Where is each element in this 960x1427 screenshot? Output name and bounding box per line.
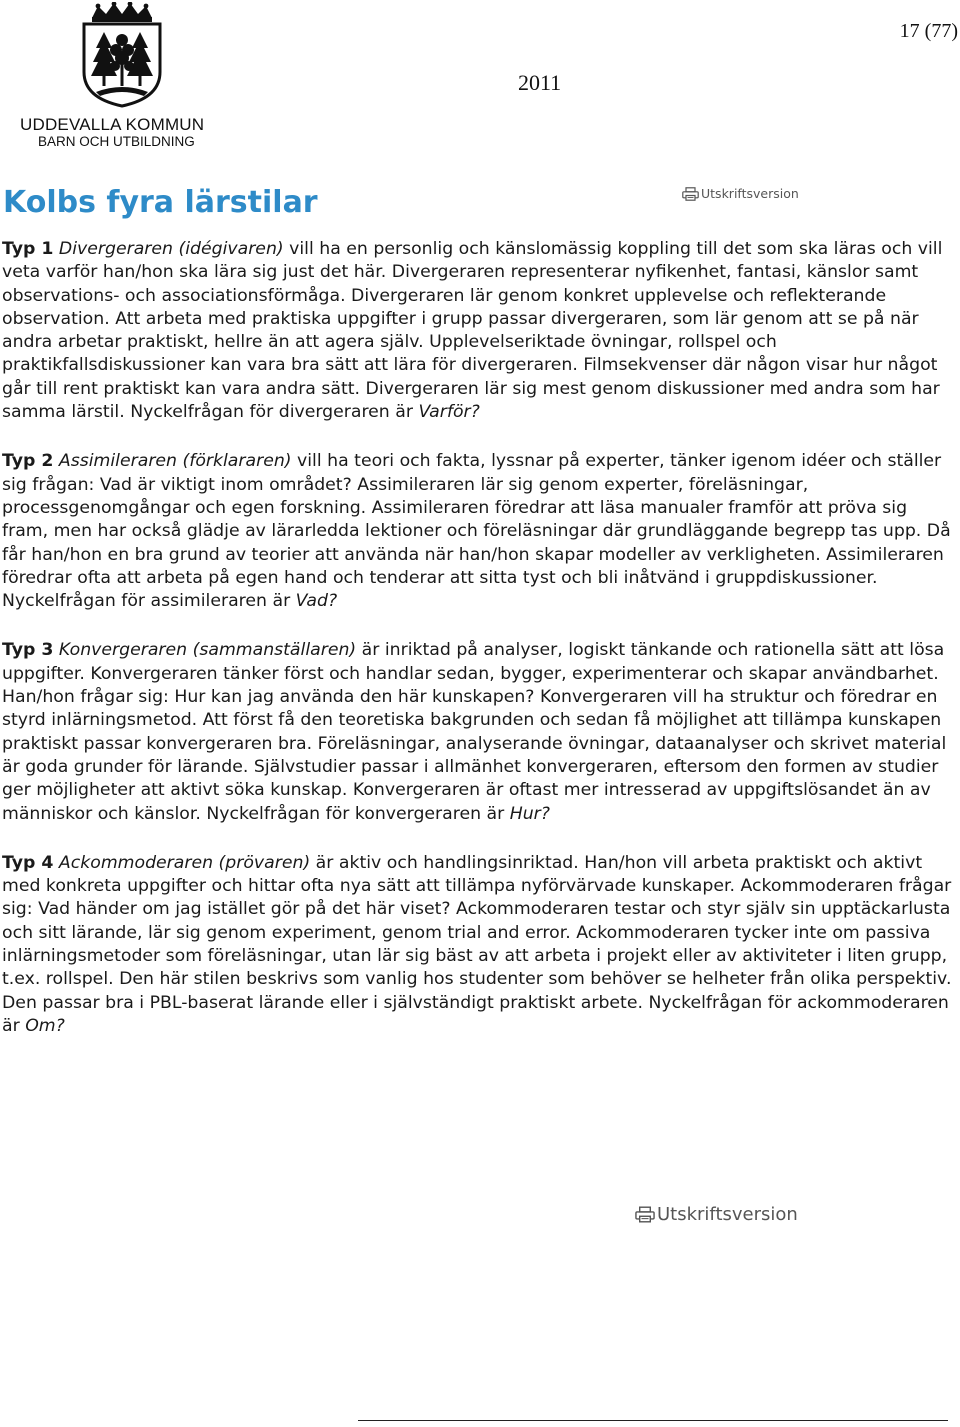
role-name: Assimileraren (förklararen) xyxy=(58,451,292,472)
type-label: Typ 3 xyxy=(2,640,54,661)
printer-icon xyxy=(635,1206,655,1223)
organization-name: UDDEVALLA KOMMUN xyxy=(20,115,205,134)
role-name: Ackommoderaren (prövaren) xyxy=(58,852,311,873)
learning-style-paragraph xyxy=(2,639,952,825)
key-question: Varför? xyxy=(418,402,480,423)
print-link-label: Utskriftsversion xyxy=(701,186,799,201)
paragraph-text: vill ha en personlig och känslomässig koppling till det som ska läras och vill veta varför han/hon ska lära sig just det här. Divergeraren representerar nyfikenhet, fantasi, känslor samt observations- och associationsförmåga. Divergeraren lär genom konkret upplevelse och reflekterande observation. Att arbeta med praktiska uppgifter i grupp passar divergeraren, som lär genom att se på när andra arbetar praktiskt, hellre än att agera själv. Upplevelseriktade övningar, rollspel och praktikfallsdiskussioner kan vara bra sätt att lära för divergeraren. Filmsekvenser där någon visar hur något går till rent praktiskt kan vara andra sätt. Divergeraren lär sig mest genom diskussioner med andra som har samma lärstil. Nyckelfrågan för divergeraren är xyxy=(2,239,943,423)
printer-icon xyxy=(682,187,699,201)
paragraph-text: är aktiv och handlingsinriktad. Han/hon vill arbeta praktiskt och aktivt med konkreta uppgifter och hittar ofta nya sätt att tillämpa nyförvärvade kunskaper. Ackommoderaren frågar sig: Vad händer om jag istället gör på det här viset? Ackommoderaren testar och styr själv sin upptäckarlusta och sitt lärande, lär sig genom experiment, genom trial and error. Ackommoderaren tycker inte om passiva inlärningsmetoder som föreläsningar, utan lär sig bäst av att arbeta i projekt eller av aktiviteter i liten grupp, t.ex. rollspel. Den här stilen beskrivs som vanlig hos studenter som behöver se helheter från olika perspektiv. Den passar bra i PBL-baserat lärande eller i självständigt praktiskt arbete. Nyckelfrågan för ackommoderaren är xyxy=(2,852,952,1036)
role-name: Konvergeraren (sammanställaren) xyxy=(58,640,357,661)
key-question: Hur? xyxy=(509,803,550,824)
page-title: Kolbs fyra lärstilar xyxy=(3,185,318,220)
key-question: Om? xyxy=(25,1015,65,1036)
paragraph-text: vill ha teori och fakta, lyssnar på experter, tänker igenom idéer och ställer sig frågan: Vad är viktigt inom området? Assimileraren lär sig genom experter, föreläsningar, processgenomgångar och egen forskning. Assimileraren föredrar att läsa manualer framför att pröva sig fram, men har också glädje av lärarledda lektioner och föreläsningar där grundläggande begrepp tas upp. Då får han/hon en bra grund av teorier att använda när han/hon skapar modeller av verkligheten. Assimileraren föredrar ofta att arbeta på egen hand och tenderar att sitta tyst och bli inåtvänd i gruppdiskussioner. Nyckelfrågan för assimileraren är xyxy=(2,451,951,612)
role-name: Divergeraren (idégivaren) xyxy=(58,239,284,259)
municipal-crest-icon xyxy=(78,2,166,108)
learning-style-paragraph xyxy=(2,852,952,1038)
article-body xyxy=(2,238,952,1064)
municipality-logo xyxy=(18,0,213,150)
print-version-link-top[interactable] xyxy=(682,186,799,201)
type-label: Typ 2 xyxy=(2,451,54,472)
learning-style-paragraph xyxy=(2,450,952,613)
paragraph-text: är inriktad på analyser, logiskt tänkande och rationella sätt att lösa uppgifter. Konvergeraren tänker först och handlar sedan, bygger, experimenterar och skapar användbarhet. Han/hon frågar sig: Hur kan jag använda den här kunskapen? Konvergeraren vill ha struktur och föredrar en styrd inlärningsmetod. Att först få den teoretiska bakgrunden och sedan få möjlighet att tillämpa kunskapen praktiskt passar konvergeraren bra. Föreläsningar, analyserande övningar, dataanalyser och skrivet material är goda grunder för lärande. Självstudier passar i allmänhet konvergeraren, eftersom den formen av studier ger möjligheter att aktivt söka kunskap. Konvergeraren är oftast mer intresserad av uppgiftslösandet än av människor och känslor. Nyckelfrågan för konvergeraren är xyxy=(2,640,947,824)
footer-divider xyxy=(358,1420,948,1421)
page-number: 17 (77) xyxy=(899,20,958,42)
department-name: BARN OCH UTBILDNING xyxy=(38,134,195,149)
type-label: Typ 1 xyxy=(2,239,54,259)
print-version-link-bottom[interactable] xyxy=(635,1204,798,1225)
learning-style-paragraph xyxy=(2,238,952,424)
type-label: Typ 4 xyxy=(2,852,54,873)
key-question: Vad? xyxy=(295,591,338,612)
document-year: 2011 xyxy=(518,70,562,95)
print-link-label: Utskriftsversion xyxy=(657,1204,798,1225)
